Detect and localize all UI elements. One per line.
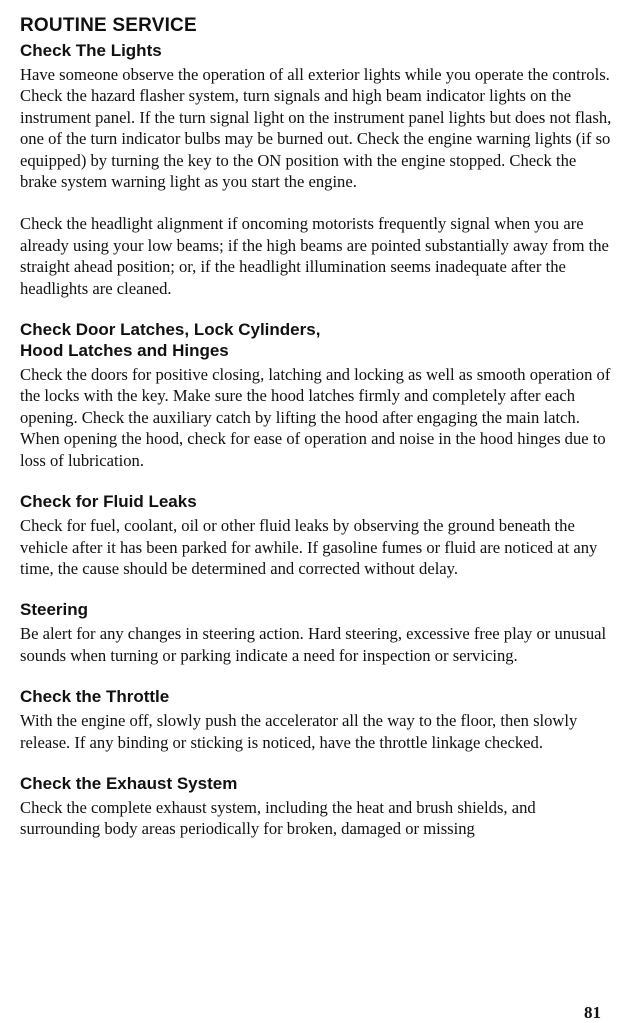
section-title: ROUTINE SERVICE xyxy=(20,15,197,36)
heading-steering xyxy=(20,599,614,620)
heading-door-latches xyxy=(20,319,614,361)
paragraph: Check the headlight alignment if oncoming motorists frequently signal when you are already using your low beams; if the high beams are pointed substantially away from the straight ahead position; or, if the headlight illumination seems inadequate after the headlights are cleaned. xyxy=(20,214,609,298)
heading-throttle xyxy=(20,686,614,707)
paragraph: Check the doors for positive closing, latching and locking as well as smooth operation of the locks with the key. Make sure the hood latches firmly and completely after each opening. Check the auxiliary catch by lifting the hood after engaging the main latch. When opening the hood, check for ease of operation and noise in the hood hinges due to loss of lubrication. xyxy=(20,365,611,470)
heading-fluid-leaks xyxy=(20,491,614,512)
page-number: 81 xyxy=(584,1003,601,1022)
section-steering xyxy=(20,599,614,666)
heading-line: Check Door Latches, Lock Cylinders, xyxy=(20,320,321,340)
heading-check-lights xyxy=(20,40,614,61)
section-door-latches xyxy=(20,319,614,471)
section-fluid-leaks xyxy=(20,491,614,579)
heading-line: Hood Latches and Hinges xyxy=(20,341,229,361)
section-check-lights xyxy=(20,40,614,299)
heading-line: Check for Fluid Leaks xyxy=(20,492,197,512)
heading-line: Steering xyxy=(20,600,89,620)
paragraph: Have someone observe the operation of all exterior lights while you operate the controls. Check the hazard flasher system, turn signals and high beam indicator lights on the instrument panel. If the turn signal light on the instrument panel lights but does not flash, one of the turn indicator bulbs may be burned out. Check the engine warning lights (if so equipped) by turning the key to the ON position with the engine stopped. Check the brake system warning light as you start the engine. xyxy=(20,65,612,192)
section-throttle xyxy=(20,686,614,753)
heading-line: Check The Lights xyxy=(20,41,162,60)
paragraph: With the engine off, slowly push the accelerator all the way to the floor, then slowly release. If any binding or sticking is noticed, have the throttle linkage checked. xyxy=(20,711,578,752)
heading-exhaust xyxy=(20,773,614,794)
heading-line: Check the Exhaust System xyxy=(20,773,238,793)
paragraph: Check the complete exhaust system, including the heat and brush shields, and surrounding body areas periodically for broken, damaged or missing xyxy=(20,797,536,839)
paragraph: Be alert for any changes in steering action. Hard steering, excessive free play or unusual sounds when turning or parking indicate a need for inspection or servicing. xyxy=(20,624,607,665)
heading-line: Check the Throttle xyxy=(20,687,170,707)
section-exhaust xyxy=(20,773,614,840)
paragraph: Check for fuel, coolant, oil or other fluid leaks by observing the ground beneath the vehicle after it has been parked for awhile. If gasoline fumes or fluid are noticed at any time, the cause should be determined and corrected without delay. xyxy=(20,516,598,578)
manual-page xyxy=(20,14,614,840)
